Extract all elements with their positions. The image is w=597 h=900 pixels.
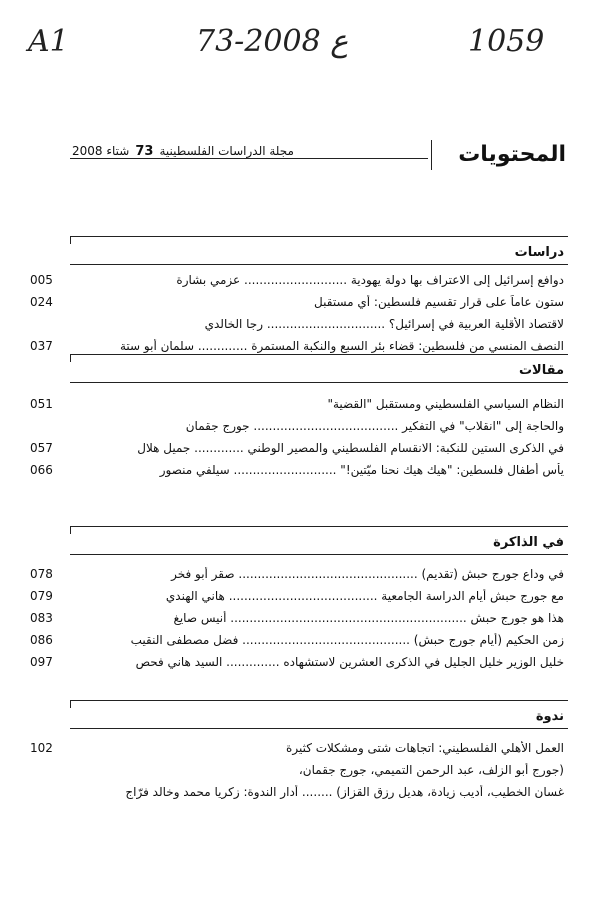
toc-entry[interactable]	[30, 655, 568, 677]
section-articles	[30, 354, 568, 485]
toc-entry[interactable]	[30, 633, 568, 655]
toc-page-number: 005	[30, 273, 53, 287]
toc-entry-text: ستون عاماً على قرار تقسيم فلسطين: أي مستقبل	[314, 295, 564, 309]
toc-entry-text: زمن الحكيم (أيام جورج حبش) ............................................ فضل مصطفى النقيب	[130, 633, 564, 647]
journal-name: مجلة الدراسات الفلسطينية	[159, 144, 294, 158]
toc-entry[interactable]	[30, 463, 568, 485]
section-tick	[70, 354, 71, 362]
toc-entry-text: هذا هو جورج حبش .............................................................. أنيس صايغ	[173, 611, 564, 625]
toc-entry[interactable]	[70, 763, 568, 785]
section-heading: في الذاكرة	[493, 535, 564, 550]
toc-entry-text: دوافع إسرائيل إلى الاعتراف بها دولة يهودية ........................... عزمي بشارة	[176, 273, 564, 287]
toc-entry-text: (جورج أبو الزلف، عبد الرحمن التميمي، جورج جقمان،	[298, 763, 564, 777]
section-heading: مقالات	[518, 363, 564, 378]
toc-entry[interactable]	[30, 741, 568, 763]
toc-entry[interactable]	[70, 785, 568, 807]
contents-title: المحتويات	[458, 142, 566, 167]
toc-entry-text: لاقتصاد الأقلية العربية في إسرائيل؟ ............................... رجا الخالدي	[204, 317, 564, 331]
toc-page-number: 024	[30, 295, 53, 309]
handwritten-note-a: A1	[28, 24, 69, 59]
toc-entry-text: خليل الوزير خليل الجليل في الذكرى العشرين لاستشهاده .............. السيد هاني فحص	[135, 655, 564, 669]
toc-page-number: 037	[30, 339, 53, 353]
toc-entry-text: في وداع جورج حبش (تقديم) ............................................... صقر أبو فخر	[171, 567, 564, 581]
toc-entry-text: مع جورج حبش أيام الدراسة الجامعية ....................................... هاني الهندي	[165, 589, 564, 603]
section-memory	[30, 526, 568, 677]
toc-entry[interactable]	[30, 567, 568, 589]
toc-page-number: 102	[30, 741, 53, 755]
contents-header	[70, 140, 568, 180]
toc-entry[interactable]	[70, 419, 568, 441]
toc-page-number: 057	[30, 441, 53, 455]
section-symposium	[30, 700, 568, 807]
section-tick	[70, 700, 71, 708]
handwritten-note-c: 1059	[468, 24, 545, 59]
toc-page-number: 051	[30, 397, 53, 411]
toc-entry-text: النصف المنسي من فلسطين: قضاء بئر السبع والنكبة المستمرة ............. سلمان أبو ستة	[119, 339, 564, 353]
toc-entry[interactable]	[30, 441, 568, 463]
toc-page-number: 086	[30, 633, 53, 647]
toc-entry-text: في الذكرى الستين للنكبة: الانقسام الفلسطيني والمصير الوطني ............. جميل هلال	[137, 441, 564, 455]
toc-page-number: 066	[30, 463, 53, 477]
toc-page-number: 083	[30, 611, 53, 625]
section-heading: دراسات	[514, 245, 564, 260]
toc-entry-text: يأس أطفال فلسطين: "هيك هيك نحنا ميّتين!" ........................... سيلفي منصور	[159, 463, 564, 477]
toc-entry[interactable]	[30, 273, 568, 295]
toc-entry[interactable]	[70, 317, 568, 339]
journal-meta	[72, 144, 294, 159]
toc-entry-text: والحاجة إلى "انقلاب" في التفكير ...................................... جورج جقمان	[185, 419, 564, 433]
toc-entry-text: النظام السياسي الفلسطيني ومستقبل "القضية"	[327, 397, 564, 411]
section-tick	[70, 526, 71, 534]
issue-number: 73	[135, 144, 154, 159]
section-studies	[30, 236, 568, 361]
toc-entry[interactable]	[30, 611, 568, 633]
toc-entry[interactable]	[30, 295, 568, 317]
toc-entry[interactable]	[30, 589, 568, 611]
toc-page-number: 097	[30, 655, 53, 669]
toc-page-number: 079	[30, 589, 53, 603]
toc-entry[interactable]	[30, 397, 568, 419]
issue-season: شتاء 2008	[72, 144, 130, 158]
section-heading: ندوة	[535, 709, 564, 724]
toc-page-number: 078	[30, 567, 53, 581]
handwritten-note-b: 73-ع 2008	[196, 24, 349, 59]
section-tick	[70, 236, 71, 244]
toc-entry-text: غسان الخطيب، أديب زيادة، هديل رزق القزاز) ........ أدار الندوة: زكريا محمد وخالد فرّاج	[125, 785, 564, 799]
header-divider	[431, 140, 432, 170]
toc-entry-text: العمل الأهلي الفلسطيني: اتجاهات شتى ومشكلات كثيرة	[286, 741, 564, 755]
